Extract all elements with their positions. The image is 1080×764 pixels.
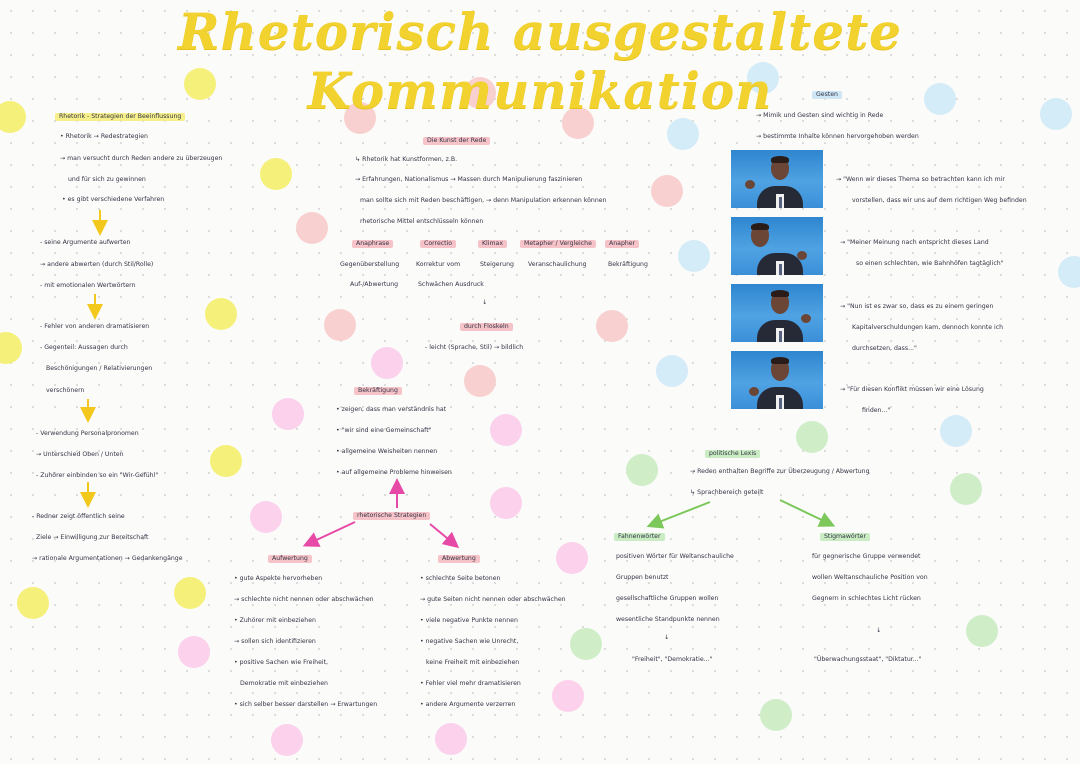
method-desc: Veranschaulichung — [528, 261, 587, 268]
left-line: - Verwendung Personalpronomen — [36, 430, 139, 437]
left-line: • es gibt verschiedene Verfahren — [62, 196, 165, 203]
left-line: → andere abwerten (durch Stil/Rolle) — [40, 261, 154, 268]
abwertung-line: • viele negative Punkte nennen — [420, 617, 518, 624]
stigmawoerter-heading: Stigmawörter — [820, 533, 870, 541]
bekraeftigung-line: • allgemeine Weisheiten nennen — [336, 448, 438, 455]
aufwertung-line: • positive Sachen wie Freiheit, — [234, 659, 329, 666]
aufwertung-line: • sich selber besser darstellen → Erwartungen — [234, 701, 378, 708]
method-name: Klimax — [478, 240, 507, 248]
page-title: Rhetorisch ausgestaltete Kommunikation — [178, 2, 902, 120]
quote-line: durchsetzen, dass..." — [852, 345, 917, 352]
floskel-heading: durch Floskeln — [460, 323, 513, 331]
stigma-down-arrow: ↓ — [876, 627, 882, 634]
left-line: verschönern — [46, 387, 85, 394]
abwertung-line: keine Freiheit mit einbeziehen — [426, 659, 520, 666]
bekraeftigung-heading: Bekräftigung — [354, 387, 402, 395]
abwertung-line: • Fehler viel mehr dramatisieren — [420, 680, 521, 687]
fahnen-line: wesentliche Standpunkte nennen — [616, 616, 720, 623]
left-line: Ziele → Einwilligung zur Bereitschaft — [36, 534, 149, 541]
method-name: Anapher — [605, 240, 639, 248]
lexis-line: → Reden enthalten Begriffe zur Überzeugung / Abwertung — [690, 468, 870, 475]
aufwertung-line: • gute Aspekte hervorheben — [234, 575, 323, 582]
fahnen-line: positiven Wörter für Weltanschauliche — [616, 553, 734, 560]
fahnenwoerter-heading: Fahnenwörter — [614, 533, 665, 541]
aufwertung-line: → schlechte nicht nennen oder abschwächen — [234, 596, 374, 603]
aufwertung-line: → sollen sich identifizieren — [234, 638, 316, 645]
aufwertung-heading: Aufwertung — [268, 555, 312, 563]
method-desc: Bekräftigung — [608, 261, 648, 268]
bekraeftigung-line: • "wir sind eine Gemeinschaft" — [336, 427, 432, 434]
strategies-heading: rhetorische Strategien — [353, 512, 430, 520]
center-line: → Erfahrungen, Nationalismus → Massen durch Manipulierung faszinieren — [355, 176, 583, 183]
abwertung-line: • negative Sachen wie Unrecht, — [420, 638, 519, 645]
gesten-heading: Gesten — [812, 91, 842, 99]
lexis-arrows — [654, 500, 828, 524]
left-line: - Gegenteil: Aussagen durch — [40, 344, 128, 351]
gesten-line: → Mimik und Gesten sind wichtig in Rede — [756, 112, 884, 119]
quote-line: Kapitalverschuldungen kam, dennoch konnte ich — [852, 324, 1004, 331]
left-line: und für sich zu gewinnen — [68, 176, 146, 183]
fahnen-down-arrow: ↓ — [664, 634, 670, 641]
left-line: → man versucht durch Reden andere zu überzeugen — [60, 155, 223, 162]
left-line: → rationale Argumentationen → Gedankengänge — [32, 555, 183, 562]
left-line: - seine Argumente aufwerten — [40, 239, 131, 246]
method-name: Correctio — [420, 240, 456, 248]
method-desc: Gegenüberstellung — [340, 261, 400, 268]
left-line: - mit emotionalen Wertwörtern — [40, 282, 136, 289]
abwertung-line: • andere Argumente verzerren — [420, 701, 516, 708]
method-extra: Auf-/Abwertung — [350, 281, 399, 288]
quote-line: → "Nun ist es zwar so, dass es zu einem geringen — [840, 303, 994, 310]
floskel-text: - leicht (Sprache, Stil) → bildlich — [425, 344, 524, 351]
left-heading: Rhetorik - Strategien der Beeinflussung — [55, 113, 185, 121]
quote-line: finden..." — [862, 407, 891, 414]
left-line: - Redner zeigt öffentlich seine — [32, 513, 125, 520]
quote-line: → "Wenn wir dieses Thema so betrachten kann ich mir — [836, 176, 1005, 183]
stigma-line: Gegnern in schlechtes Licht rücken — [812, 595, 921, 602]
fahnen-examples: "Freiheit", "Demokratie..." — [632, 656, 713, 663]
left-line: → Unterschied Oben / Unten — [36, 451, 124, 458]
bekraeftigung-line: • auf allgemeine Probleme hinweisen — [336, 469, 452, 476]
aufwertung-line: • Zuhörer mit einbeziehen — [234, 617, 316, 624]
method-name: Anaphrase — [352, 240, 393, 248]
stigma-line: für gegnerische Gruppe verwendet — [812, 553, 921, 560]
speaker-photo — [731, 217, 823, 275]
quote-line: vorstellen, dass wir uns auf dem richtigen Weg befinden — [852, 197, 1027, 204]
method-desc: Steigerung — [480, 261, 514, 268]
method-name: Metapher / Vergleiche — [520, 240, 596, 248]
aufwertung-line: Demokratie mit einbeziehen — [240, 680, 328, 687]
speaker-photo — [731, 150, 823, 208]
fahnen-line: Gruppen benutzt — [616, 574, 669, 581]
abwertung-heading: Abwertung — [438, 555, 480, 563]
center-line: man sollte sich mit Reden beschäftigen, → denn Manipulation erkennen können — [360, 197, 607, 204]
down-arrow: ↓ — [482, 299, 488, 306]
left-line: - Fehler von anderen dramatisieren — [40, 323, 150, 330]
stigma-examples: "Überwachungsstaat", "Diktatur..." — [814, 656, 922, 663]
bekraeftigung-line: • zeigen, dass man verständnis hat — [336, 406, 447, 413]
center-line: rhetorische Mittel entschlüsseln können — [360, 218, 484, 225]
left-line: • Rhetorik → Redestrategien — [60, 133, 148, 140]
quote-line: → "Meiner Meinung nach entspricht dieses Land — [840, 239, 989, 246]
method-desc: Korrektur vom — [416, 261, 461, 268]
left-line: - Zuhörer einbinden so ein "Wir-Gefühl" — [36, 472, 159, 479]
center-heading: Die Kunst der Rede — [423, 137, 490, 145]
method-extra: Schwächen Ausdruck — [418, 281, 484, 288]
quote-line: so einen schlechten, wie Bahnhöfen tagtäglich" — [856, 260, 1004, 267]
speaker-photo — [731, 284, 823, 342]
left-line: Beschönigungen / Relativierungen — [46, 365, 153, 372]
speaker-photo — [731, 351, 823, 409]
abwertung-line: → gute Seiten nicht nennen oder abschwächen — [420, 596, 566, 603]
lexis-line: ↳ Sprachbereich geteilt — [690, 489, 764, 496]
gesten-line: → bestimmte Inhalte können hervorgehoben werden — [756, 133, 919, 140]
stigma-line: wollen Weltanschauliche Position von — [812, 574, 928, 581]
quote-line: → "Für diesen Konflikt müssen wir eine Lösung — [840, 386, 984, 393]
abwertung-line: • schlechte Seite betonen — [420, 575, 501, 582]
lexis-heading: politische Lexis — [705, 450, 760, 458]
center-line: ↳ Rhetorik hat Kunstformen, z.B. — [355, 156, 458, 163]
fahnen-line: gesellschaftliche Gruppen wollen — [616, 595, 719, 602]
